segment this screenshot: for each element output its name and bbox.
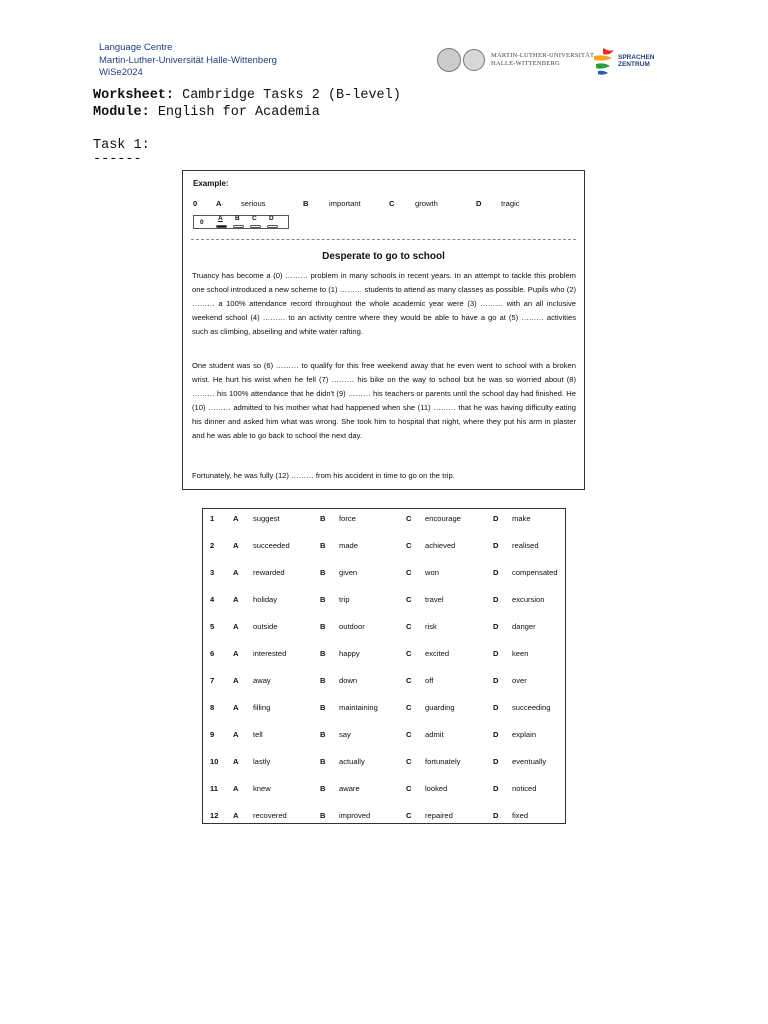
table-row xyxy=(203,595,565,609)
option-letter: A xyxy=(233,703,239,712)
option-word: fixed xyxy=(512,811,529,820)
option-word: achieved xyxy=(425,541,456,550)
option-letter: D xyxy=(493,649,499,658)
option-word: down xyxy=(339,676,358,685)
option-letter: D xyxy=(493,568,499,577)
option-word: actually xyxy=(339,757,365,766)
option-letter: B xyxy=(320,784,326,793)
option-word: suggest xyxy=(253,514,280,523)
option-word: risk xyxy=(425,622,437,631)
uni-logo-line-1: MARTIN-LUTHER-UNIVERSITÄT xyxy=(491,52,595,59)
option-word: trip xyxy=(339,595,350,604)
option-word: compensated xyxy=(512,568,558,577)
example-title: Example: xyxy=(193,179,229,188)
option-letter: D xyxy=(493,730,499,739)
option-word: guarding xyxy=(425,703,455,712)
option-word: recovered xyxy=(253,811,287,820)
sz-logo-line-1: SPRACHEN xyxy=(618,53,655,61)
question-number: 3 xyxy=(210,568,215,577)
option-word: holiday xyxy=(253,595,278,604)
table-row xyxy=(203,676,565,690)
option-letter: B xyxy=(320,541,326,550)
sz-logo-line-2: ZENTRUM xyxy=(618,61,650,68)
table-row xyxy=(203,811,565,825)
option-word: rewarded xyxy=(253,568,285,577)
table-row xyxy=(203,784,565,798)
question-number: 10 xyxy=(210,757,219,766)
option-word: make xyxy=(512,514,531,523)
answer-grid-letter: A xyxy=(218,215,223,222)
option-letter: C xyxy=(406,730,412,739)
sprachenzentrum-logo xyxy=(590,46,654,76)
option-letter: C xyxy=(406,595,412,604)
example-option-word: tragic xyxy=(501,199,520,208)
university-seal-icon xyxy=(437,48,461,72)
example-option-word: growth xyxy=(415,199,438,208)
institution-header xyxy=(99,42,277,80)
option-letter: A xyxy=(233,757,239,766)
option-word: knew xyxy=(253,784,271,793)
option-word: outside xyxy=(253,622,278,631)
task-underline: ------ xyxy=(93,152,142,167)
option-word: given xyxy=(339,568,358,577)
table-row xyxy=(203,649,565,663)
example-answer-grid xyxy=(193,215,289,229)
option-word: won xyxy=(425,568,439,577)
task-label: Task 1: xyxy=(93,138,150,153)
option-letter: C xyxy=(406,622,412,631)
option-word: force xyxy=(339,514,356,523)
option-letter: B xyxy=(320,703,326,712)
option-letter: A xyxy=(233,730,239,739)
option-word: succeeding xyxy=(512,703,551,712)
option-letter: A xyxy=(233,595,239,604)
option-letter: D xyxy=(493,514,499,523)
option-letter: B xyxy=(320,676,326,685)
option-word: outdoor xyxy=(339,622,365,631)
question-number: 6 xyxy=(210,649,215,658)
answer-bubble xyxy=(250,225,261,228)
option-word: off xyxy=(425,676,434,685)
example-option-letter: B xyxy=(303,199,309,208)
answer-grid-letter: C xyxy=(252,215,257,222)
option-letter: C xyxy=(406,649,412,658)
answer-grid-letter: D xyxy=(269,215,274,222)
option-letter: C xyxy=(406,541,412,550)
option-word: interested xyxy=(253,649,287,658)
option-word: over xyxy=(512,676,527,685)
option-letter: B xyxy=(320,730,326,739)
question-number: 1 xyxy=(210,514,215,523)
option-letter: B xyxy=(320,622,326,631)
header-line-3: WiSe2024 xyxy=(99,67,143,78)
example-separator xyxy=(191,239,576,240)
option-word: excursion xyxy=(512,595,545,604)
question-number: 9 xyxy=(210,730,215,739)
answer-grid-number: 0 xyxy=(200,219,204,226)
question-number: 4 xyxy=(210,595,215,604)
header-line-1: Language Centre xyxy=(99,42,173,53)
option-word: danger xyxy=(512,622,536,631)
option-word: fortunately xyxy=(425,757,461,766)
question-number: 8 xyxy=(210,703,215,712)
answer-bubble xyxy=(233,225,244,228)
option-word: travel xyxy=(425,595,444,604)
answer-bubble xyxy=(267,225,278,228)
option-letter: C xyxy=(406,784,412,793)
option-letter: D xyxy=(493,784,499,793)
option-word: realised xyxy=(512,541,539,550)
option-letter: B xyxy=(320,649,326,658)
table-row xyxy=(203,703,565,717)
story-paragraph-1: Truancy has become a (0) ……… problem in many schools in recent years. In an attempt to tackle this problem one school introduced a new scheme to (1) ……… students to attend as many classes as possible. Pupils who (2) ……… a 100% attendance record throughout the whole academic year were (3) ……… with an all inclusive weekend school (4) ……… to an activity centre where they would be able to have a go at (5) ……… activities such as climbing, abseiling and white water rafting. xyxy=(192,271,576,337)
answer-bubble-filled xyxy=(216,225,227,228)
example-option-letter: C xyxy=(389,199,395,208)
option-word: maintaining xyxy=(339,703,378,712)
question-number: 12 xyxy=(210,811,219,820)
option-word: encourage xyxy=(425,514,461,523)
option-letter: B xyxy=(320,568,326,577)
option-letter: D xyxy=(493,622,499,631)
option-letter: A xyxy=(233,676,239,685)
option-letter: C xyxy=(406,757,412,766)
option-letter: D xyxy=(493,703,499,712)
option-letter: D xyxy=(493,541,499,550)
question-number: 11 xyxy=(210,784,219,793)
option-letter: C xyxy=(406,568,412,577)
module-value: English for Academia xyxy=(149,105,320,120)
option-letter: A xyxy=(233,811,239,820)
option-letter: B xyxy=(320,811,326,820)
option-letter: D xyxy=(493,595,499,604)
table-row xyxy=(203,622,565,636)
option-word: succeeded xyxy=(253,541,290,550)
option-letter: A xyxy=(233,568,239,577)
university-logo xyxy=(437,48,594,72)
option-letter: D xyxy=(493,676,499,685)
option-letter: C xyxy=(406,703,412,712)
table-row xyxy=(203,541,565,555)
module-title xyxy=(93,105,320,120)
option-word: happy xyxy=(339,649,360,658)
option-word: away xyxy=(253,676,271,685)
option-word: aware xyxy=(339,784,360,793)
story-paragraph-3: Fortunately, he was fully (12) ……… from his accident in time to go on the trip. xyxy=(192,471,455,480)
option-letter: B xyxy=(320,757,326,766)
example-option-word: important xyxy=(329,199,361,208)
worksheet-value: Cambridge Tasks 2 (B-level) xyxy=(174,88,401,103)
university-seal-2-icon xyxy=(463,49,485,71)
option-letter: C xyxy=(406,514,412,523)
option-word: tell xyxy=(253,730,263,739)
option-word: looked xyxy=(425,784,448,793)
option-word: say xyxy=(339,730,351,739)
option-letter: A xyxy=(233,514,239,523)
option-word: repaired xyxy=(425,811,453,820)
option-word: eventually xyxy=(512,757,547,766)
question-number: 2 xyxy=(210,541,215,550)
uni-logo-line-2: HALLE-WITTENBERG xyxy=(491,60,560,67)
option-word: improved xyxy=(339,811,371,820)
option-letter: A xyxy=(233,622,239,631)
option-letter: A xyxy=(233,649,239,658)
answer-grid-letter: B xyxy=(235,215,240,222)
option-word: admit xyxy=(425,730,444,739)
option-word: excited xyxy=(425,649,450,658)
example-option-letter: A xyxy=(216,199,222,208)
option-word: lastly xyxy=(253,757,271,766)
option-letter: D xyxy=(493,811,499,820)
option-word: keen xyxy=(512,649,529,658)
table-row xyxy=(203,568,565,582)
option-letter: B xyxy=(320,514,326,523)
option-letter: C xyxy=(406,811,412,820)
example-option-word: serious xyxy=(241,199,266,208)
table-row xyxy=(203,514,565,528)
question-number: 7 xyxy=(210,676,215,685)
option-word: noticed xyxy=(512,784,537,793)
worksheet-title xyxy=(93,88,401,103)
option-letter: C xyxy=(406,676,412,685)
example-number: 0 xyxy=(193,199,198,208)
module-label: Module: xyxy=(93,105,150,120)
worksheet-label: Worksheet: xyxy=(93,88,175,103)
option-letter: A xyxy=(233,541,239,550)
question-number: 5 xyxy=(210,622,215,631)
story-title: Desperate to go to school xyxy=(322,251,445,262)
table-row xyxy=(203,757,565,771)
example-option-letter: D xyxy=(476,199,482,208)
header-line-2: Martin-Luther-Universität Halle-Wittenberg xyxy=(99,54,277,66)
option-word: filling xyxy=(253,703,271,712)
table-row xyxy=(203,730,565,744)
story-paragraph-2: One student was so (6) ……… to qualify for this free weekend away that he even went to school with a broken wrist. He hurt his wrist when he fell (7) ……… his bike on the way to school but he was so worried about (8) ……… his 100% attendance that he didn't (9) ……… his teachers or parents until the school day had finished. He (10) ……… admitted to his mother what had happened when she (11) ……… that he was having difficulty eating his dinner and asked him what was wrong. She took him to hospital that night, where they put his arm in plaster and he was able to go back to school the next day. xyxy=(192,361,576,441)
option-letter: A xyxy=(233,784,239,793)
option-letter: D xyxy=(493,757,499,766)
options-table xyxy=(202,508,566,824)
option-word: explain xyxy=(512,730,537,739)
sprachenzentrum-mark-icon xyxy=(590,46,616,76)
reading-passage-box xyxy=(182,170,585,490)
option-letter: B xyxy=(320,595,326,604)
option-word: made xyxy=(339,541,358,550)
